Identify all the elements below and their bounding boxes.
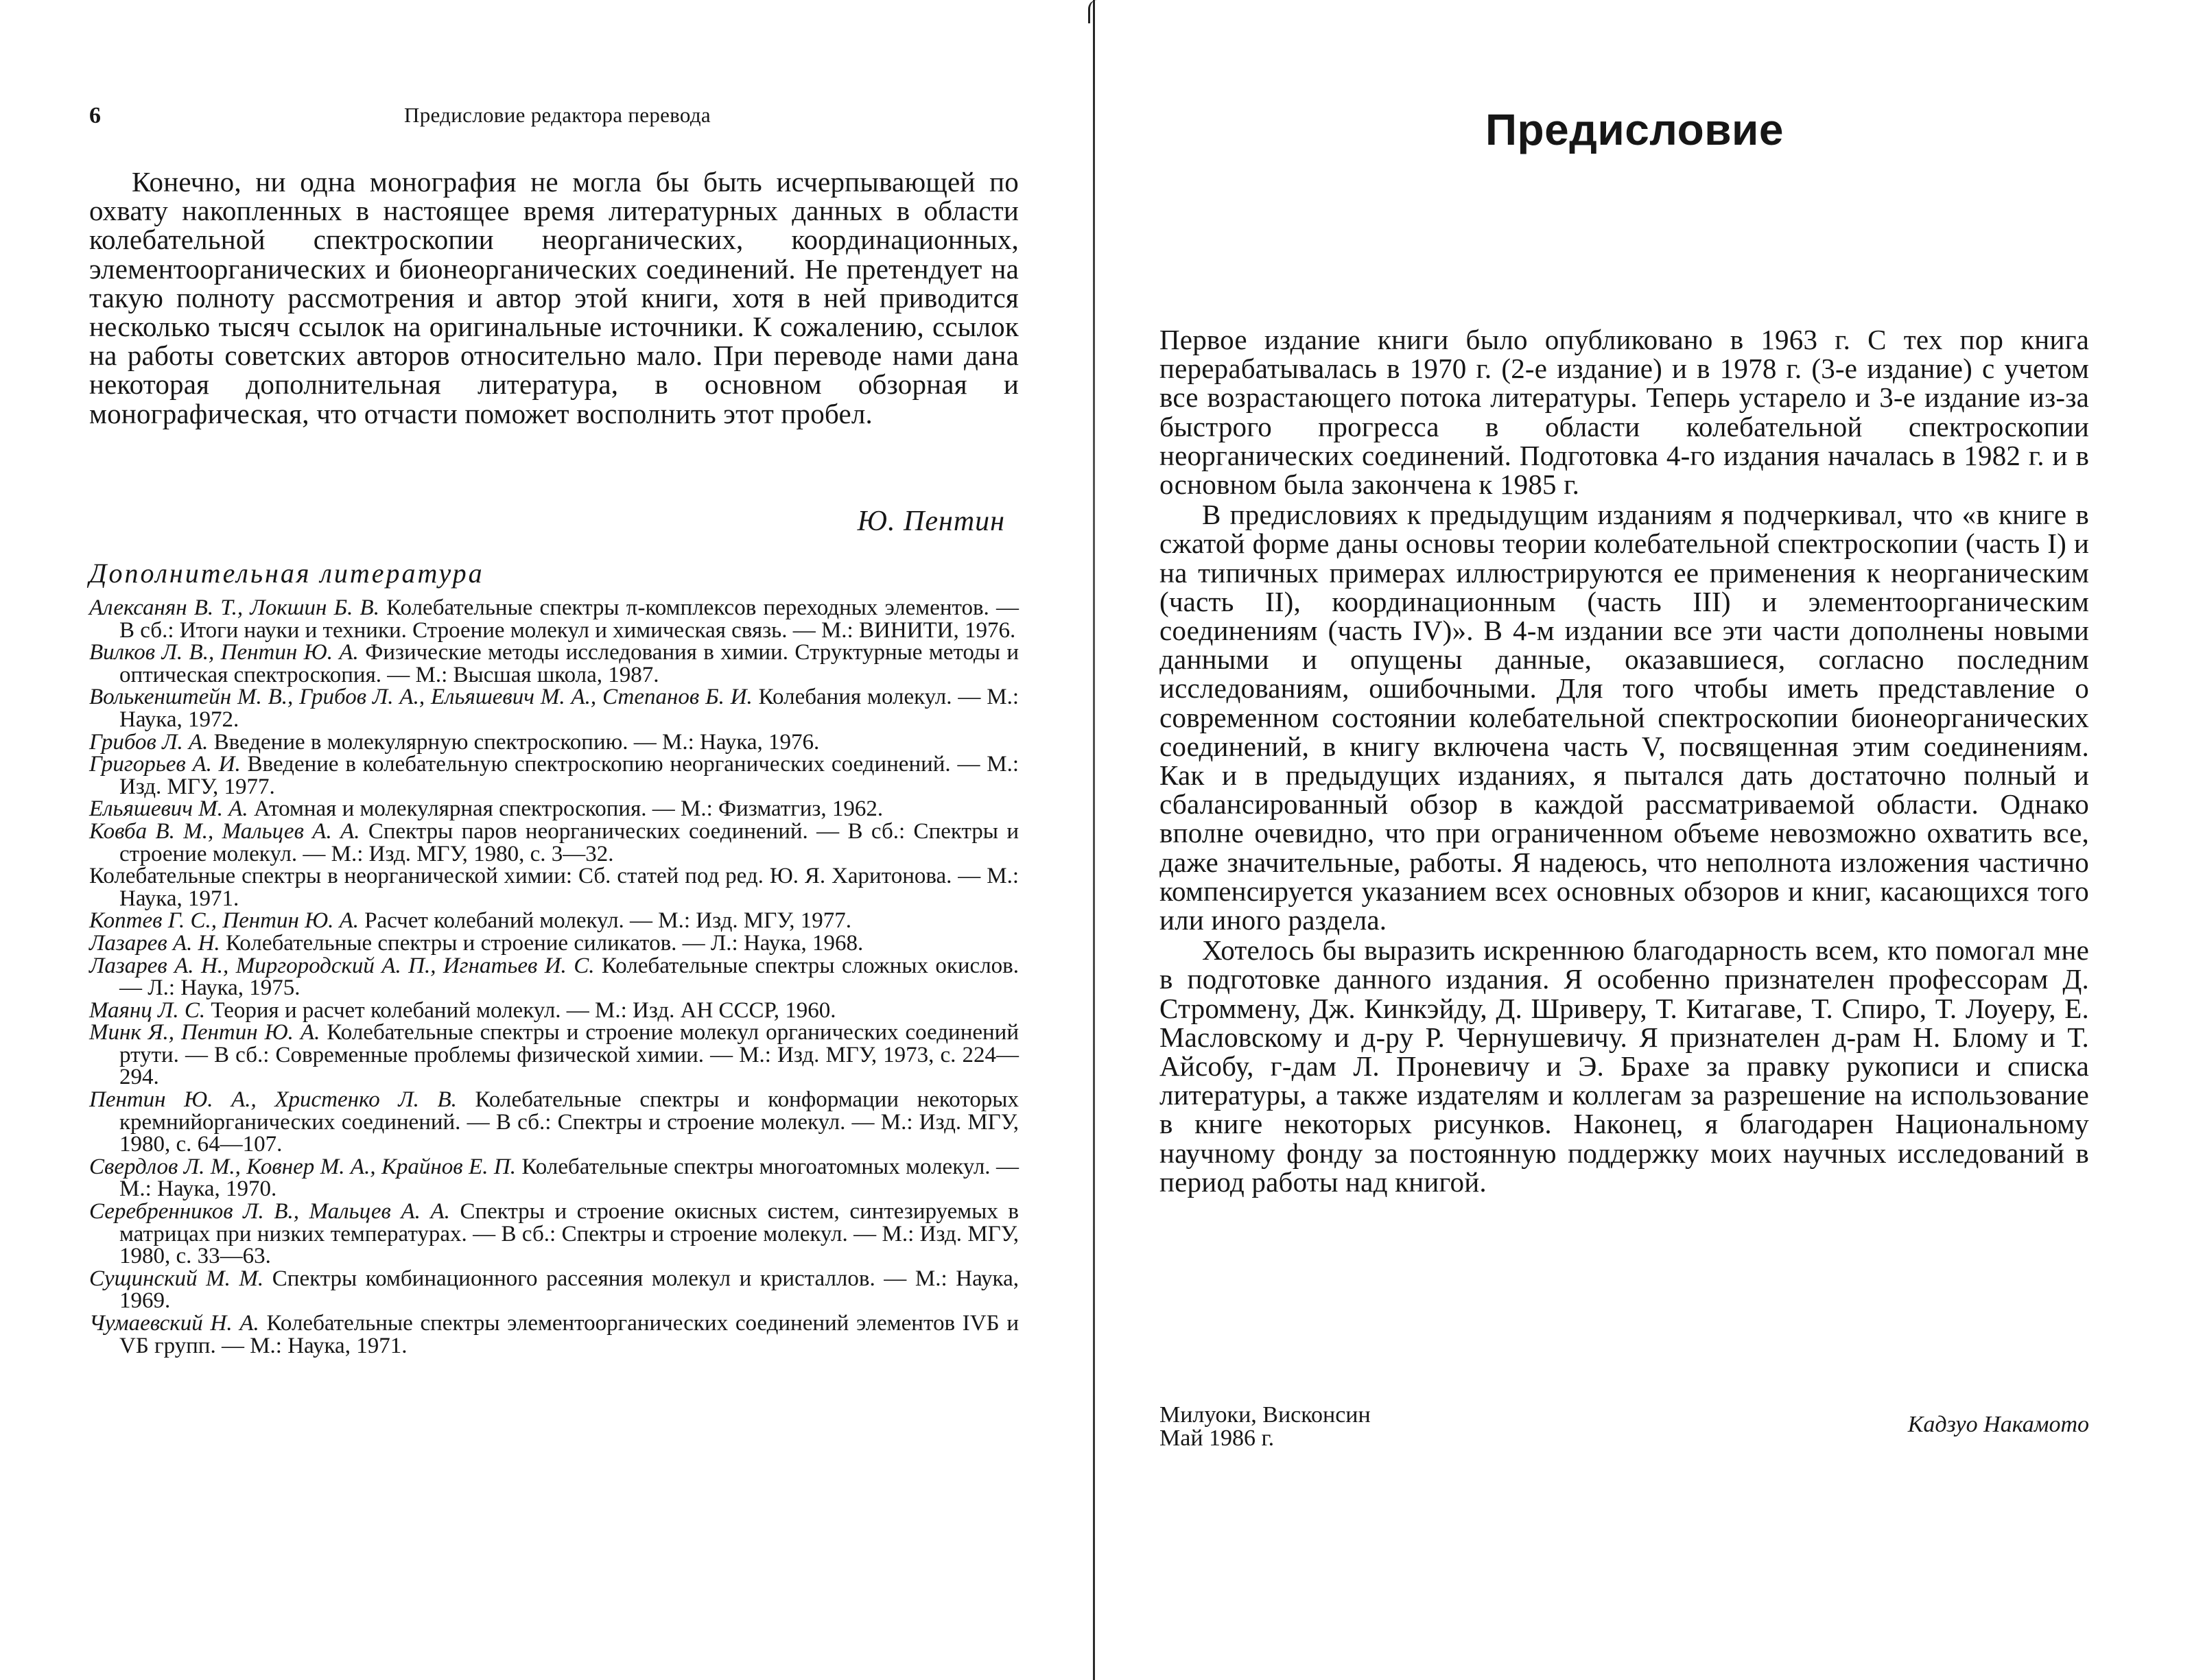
bibliography-entry-authors: Алексанян В. Т., Локшин Б. В. (89, 595, 379, 620)
preface-paragraph-1: Первое издание книги было опубликовано в 1963 г. С тех пор книга перерабатывалась в 1970 г. (2-е издание) и в 1978 г. (3-е издание) с учетом все возрастающего потока литературы. Теперь устарело и 3-е издание из-за быстрого прогресса в области колебательной спектроскопии неорганических соединений. Подготовка 4-го издания началась в 1982 г. и в основном была закончена к 1985 г. (1159, 324, 2089, 501)
bibliography-entry-authors: Ковба В. М., Мальцев А. А. (89, 818, 360, 844)
bibliography-entry-authors: Лазарев А. Н., Миргородский А. П., Игнатьев И. С. (89, 953, 595, 978)
bibliography-entry-text: Физические методы исследования в химии. Структурные методы и оптическая спектроскопия. — М.: Высшая школа, 1987. (119, 640, 1019, 687)
bibliography-entry (89, 932, 1019, 955)
bibliography-entry (89, 820, 1019, 865)
bibliography-entry-text: Спектры паров неорганических соединений. — В сб.: Спектры и строение молекул. — М.: Изд. МГУ, 1980, с. 3—32. (119, 818, 1020, 866)
bibliography-entry (89, 1089, 1019, 1156)
bibliography-entry (89, 686, 1019, 731)
bibliography-entry (89, 955, 1019, 999)
bibliography-entry (89, 798, 1019, 820)
bibliography-entry-authors: Сущинский М. М. (89, 1266, 264, 1291)
bibliography-entry-authors: Вилков Л. В., Пентин Ю. А. (89, 640, 359, 665)
bibliography-entry (89, 597, 1019, 641)
bibliography-entry-text: Спектры и строение окисных систем, синтезируемых в матрицах при низких температурах. — В сб.: Спектры и строение молекул. — М.: Изд. МГУ, 1980, с. 33—63. (119, 1199, 1019, 1269)
bibliography-entry (89, 731, 1019, 754)
signature-date: Май 1986 г. (1159, 1425, 1275, 1451)
bibliography-entry (89, 910, 1019, 932)
bibliography-entry (89, 1312, 1019, 1357)
bibliography-entry-text: Колебательные спектры многоатомных молекул. — М.: Наука, 1970. (119, 1154, 1019, 1202)
bibliography-entry-authors: Свердлов Л. М., Ковнер М. А., Крайнов Е. П. (89, 1154, 516, 1179)
bibliography-entry-authors: Грибов Л. А. (89, 729, 209, 755)
bibliography-entry-text: Введение в колебательную спектроскопию неорганических соединений. — М.: Изд. МГУ, 1977. (119, 752, 1019, 799)
bibliography-entry-text: Колебательные спектры сложных окислов. — Л.: Наука, 1975. (119, 953, 1019, 1001)
bibliography-entry (89, 1200, 1019, 1268)
editor-signature: Ю. Пентин (857, 506, 1005, 537)
preface-paragraph-2: В предисловиях к предыдущим изданиям я подчеркивал, что «в книге в сжатой форме даны основы теории колебательной спектроскопии (часть I) и на типичных примерах иллюстрируются ее применения к неорганическим (часть II), координационным (часть III) и элементоорганическим соединениям (часть IV)». В 4-м издании все эти части дополнены новыми данными и опущены данные, оказавшиеся, согласно последним исследованиям, ошибочными. Для того чтобы иметь представление о современном состоянии колебательной спектроскопии бионеорганических соединений, в книгу включена часть V, посвященная этим соединениям. Как и в предыдущих изданиях, я пытался дать достаточно полный и сбалансированный обзор в каждой рассматриваемой области. Однако вполне очевидно, что при ограниченном объеме невозможно охватить все, даже значительные, работы. Я надеюсь, что неполнота изложения частично компенсируется указанием всех основных обзоров и книг, касающихся того или иного раздела. (1159, 499, 2089, 936)
editor-preface-body (89, 167, 1019, 428)
bibliography-entry (89, 865, 1019, 910)
bibliography-list (89, 597, 1019, 1357)
book-gutter (1093, 0, 1095, 1680)
bibliography-entry (89, 753, 1019, 798)
preface-body (1159, 325, 2089, 1196)
bibliography-entry-text: Колебательные спектры в неорганической химии: Сб. статей под ред. Ю. Я. Харитонова. — М.: Наука, 1971. (89, 864, 1019, 911)
bibliography-entry-text: Расчет колебаний молекул. — М.: Изд. МГУ, 1977. (359, 908, 852, 934)
bibliography-entry-text: Колебательные спектры и конформации некоторых кремнийорганических соединений. — В сб.: Спектры и строение молекул. — М.: Изд. МГУ, 1980, с. 64—107. (119, 1087, 1019, 1157)
preface-paragraph-3: Хотелось бы выразить искреннюю благодарность всем, кто помогал мне в подготовке данного издания. Я особенно признателен профессорам Д. Строммену, Дж. Кинкэйду, Д. Шриверу, Т. Китагаве, Т. Спиро, Т. Лоуеру, Е. Масловскому и д-ру Р. Чернушевичу. Я признателен д-рам Н. Блому и Т. Айсобу, г-дам Л. Проневичу и Э. Брахе за правку рукописи и списка литературы, а также издателям и коллегам за разрешение на использование в книге некоторых рисунков. Наконец, я благодарен Национальному научному фонду за постоянную поддержку моих научных исследований в период работы над книгой. (1159, 934, 2089, 1198)
bibliography-entry (89, 999, 1019, 1022)
chapter-title: Предисловие (1485, 105, 1784, 154)
editor-preface-paragraph: Конечно, ни одна монография не могла бы быть исчерпывающей по охвату накопленных в настоящее время литературных данных в области колебательной спектроскопии неорганических, координационных, элементоорганических и бионеорганических соединений. Не претендует на такую полноту рассмотрения и автор этой книги, хотя в ней приводится несколько тысяч ссылок на оригинальные источники. К сожалению, ссылок на работы советских авторов относительно мало. При переводе нами дана некоторая дополнительная литература, в основном обзорная и монографическая, что отчасти поможет восполнить этот пробел. (89, 166, 1019, 429)
bibliography-entry-text: Колебательные спектры элементоорганических соединений элементов IVБ и VБ групп. — М.: Наука, 1971. (119, 1311, 1019, 1358)
signature-place: Милуоки, Висконсин (1159, 1402, 1371, 1428)
bibliography-entry-authors: Волькенштейн М. В., Грибов Л. А., Ельяшевич М. А., Степанов Б. И. (89, 685, 753, 710)
running-head-title: Предисловие редактора перевода (404, 103, 711, 127)
bibliography-entry-text: Колебательные спектры и строение силикатов. — Л.: Наука, 1968. (220, 930, 864, 956)
bibliography-entry (89, 1021, 1019, 1089)
bibliography-entry-text: Теория и расчет колебаний молекул. — М.: Изд. АН СССР, 1960. (205, 997, 836, 1023)
bibliography-entry-text: Спектры комбинационного рассеяния молекул и кристаллов. — М.: Наука, 1969. (119, 1266, 1019, 1314)
signature-author: Кадзуо Накамото (1907, 1412, 2089, 1437)
bibliography-entry-authors: Лазарев А. Н. (89, 930, 220, 956)
bibliography-entry-text: Колебательные спектры π-комплексов переходных элементов. — В сб.: Итоги науки и техники. Строение молекул и химическая связь. — М.: ВИНИТИ, 1976. (119, 595, 1019, 643)
bibliography-entry (89, 1156, 1019, 1200)
bibliography-entry-authors: Коптев Г. С., Пентин Ю. А. (89, 908, 360, 934)
bibliography-entry (89, 1268, 1019, 1312)
bibliography-entry-authors: Пентин Ю. А., Христенко Л. В. (89, 1087, 457, 1113)
bibliography-entry-text: Атомная и молекулярная спектроскопия. — М.: Физматгиз, 1962. (248, 796, 884, 822)
bibliography-entry-authors: Маянц Л. С. (89, 997, 206, 1023)
bibliography-entry-text: Введение в молекулярную спектроскопию. — М.: Наука, 1976. (208, 729, 820, 755)
bibliography-heading: Дополнительная литература (89, 558, 484, 589)
bibliography-entry-authors: Чумаевский Н. А. (89, 1311, 259, 1336)
bibliography-entry-authors: Минк Я., Пентин Ю. А. (89, 1020, 320, 1045)
bibliography-entry (89, 641, 1019, 686)
bibliography-entry-authors: Григорьев А. И. (89, 752, 241, 777)
bibliography-entry-text: Колебательные спектры и строение молекул органических соединений ртути. — В сб.: Современные проблемы физической химии. — М.: Изд. МГУ, 1973, с. 224—294. (119, 1020, 1019, 1090)
bibliography-entry-text: Колебания молекул. — М.: Наука, 1972. (119, 685, 1019, 732)
page-number: 6 (89, 103, 102, 128)
bibliography-entry-authors: Серебренников Л. В., Мальцев А. А. (89, 1199, 450, 1224)
bibliography-entry-authors: Ельяшевич М. А. (89, 796, 248, 822)
